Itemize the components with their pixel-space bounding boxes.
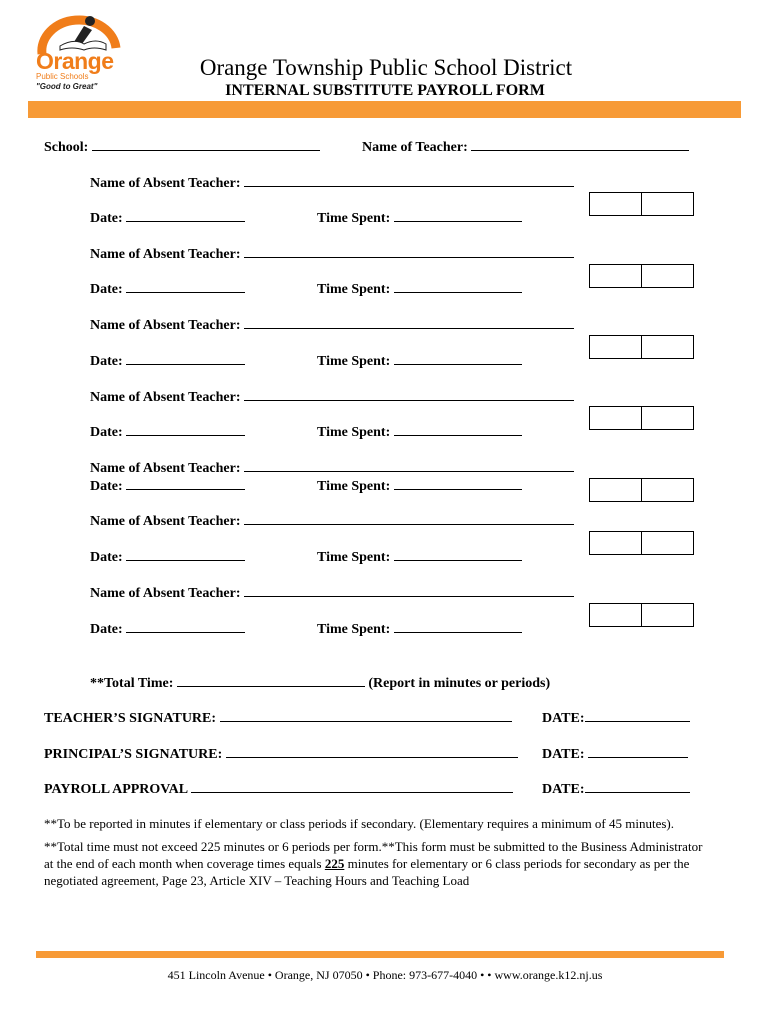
date-field — [90, 208, 245, 227]
time-spent-field — [317, 279, 522, 298]
time-spent-field — [317, 422, 522, 441]
time-spent-field — [317, 547, 522, 566]
date-field — [90, 351, 245, 370]
absent-teacher-line[interactable] — [244, 583, 574, 597]
date-line[interactable] — [126, 476, 245, 490]
teacher-date-line[interactable] — [585, 708, 690, 722]
time-spent-line[interactable] — [394, 351, 522, 365]
time-spent-label: Time Spent: — [317, 425, 391, 440]
date-label: Date: — [90, 282, 123, 297]
absent-teacher-label: Name of Absent Teacher: — [90, 461, 241, 476]
footer-address: 451 Lincoln Avenue • Orange, NJ 07050 • Phone: 973-677-4040 • • www.orange.k12.nj.us — [167, 968, 603, 982]
principal-signature-field — [44, 744, 518, 763]
payroll-date-label: DATE: — [542, 782, 585, 797]
time-box[interactable] — [589, 478, 694, 502]
time-spent-line[interactable] — [394, 547, 522, 561]
time-spent-line[interactable] — [394, 208, 522, 222]
teacher-date-label: DATE: — [542, 711, 585, 726]
total-time-field — [90, 673, 550, 692]
absent-teacher-label: Name of Absent Teacher: — [90, 586, 241, 601]
time-spent-line[interactable] — [394, 476, 522, 490]
teacher-label: Name of Teacher: — [362, 140, 468, 155]
payroll-date-line[interactable] — [585, 779, 690, 793]
date-label: Date: — [90, 354, 123, 369]
date-label: Date: — [90, 211, 123, 226]
principal-date-field — [542, 744, 688, 763]
absent-teacher-field — [90, 387, 574, 406]
absent-teacher-line[interactable] — [244, 244, 574, 258]
note-submission — [44, 838, 712, 889]
date-line[interactable] — [126, 422, 245, 436]
absent-teacher-line[interactable] — [244, 387, 574, 401]
date-field — [90, 476, 245, 495]
time-box[interactable] — [589, 531, 694, 555]
teacher-signature-label: TEACHER’S SIGNATURE: — [44, 711, 217, 726]
time-spent-line[interactable] — [394, 619, 522, 633]
absent-teacher-label: Name of Absent Teacher: — [90, 318, 241, 333]
date-label: Date: — [90, 479, 123, 494]
note-submission-text-a: **Total time must not exceed 225 minutes or 6 periods per form.**This form must be submitted to the Business Administrator at the end of each month when coverage times equals — [44, 839, 703, 871]
absent-teacher-field — [90, 511, 574, 530]
time-spent-label: Time Spent: — [317, 479, 391, 494]
time-spent-field — [317, 476, 522, 495]
payroll-approval-field — [44, 779, 513, 798]
date-line[interactable] — [126, 351, 245, 365]
date-label: Date: — [90, 425, 123, 440]
note-submission-text-b: minutes for elementary or 6 class periods for secondary as per the negotiated agreement, Page 23, Article XIV – Teaching Hours and Teaching Load — [44, 856, 690, 888]
absent-teacher-field — [90, 244, 574, 263]
date-field — [90, 619, 245, 638]
teacher-date-field — [542, 708, 690, 727]
logo-wordmark: Orange — [36, 48, 114, 74]
teacher-field — [362, 137, 689, 156]
time-spent-line[interactable] — [394, 422, 522, 436]
page-title: Orange Township Public School District — [199, 55, 573, 80]
absent-teacher-line[interactable] — [244, 458, 574, 472]
date-label: Date: — [90, 622, 123, 637]
time-spent-label: Time Spent: — [317, 622, 391, 637]
logo-tagline: "Good to Great" — [36, 82, 98, 91]
date-field — [90, 279, 245, 298]
time-spent-label: Time Spent: — [317, 282, 391, 297]
absent-teacher-field — [90, 315, 574, 334]
absent-teacher-field — [90, 583, 574, 602]
time-box[interactable] — [589, 192, 694, 216]
note-reporting: **To be reported in minutes if elementary or class periods if secondary. (Elementary requires a minimum of 45 minutes). — [44, 816, 675, 831]
teacher-signature-line[interactable] — [220, 708, 512, 722]
time-spent-label: Time Spent: — [317, 550, 391, 565]
school-field — [44, 137, 320, 156]
date-line[interactable] — [126, 619, 245, 633]
absent-teacher-line[interactable] — [244, 315, 574, 329]
principal-signature-label: PRINCIPAL’S SIGNATURE: — [44, 747, 223, 762]
teacher-signature-field — [44, 708, 512, 727]
date-line[interactable] — [126, 208, 245, 222]
logo-subtext: Public Schools — [36, 72, 89, 81]
payroll-approval-label: PAYROLL APPROVAL — [44, 782, 188, 797]
absent-teacher-field — [90, 458, 574, 477]
header-divider — [28, 101, 741, 118]
absent-teacher-line[interactable] — [244, 511, 574, 525]
absent-teacher-field — [90, 173, 574, 192]
time-spent-line[interactable] — [394, 279, 522, 293]
date-field — [90, 422, 245, 441]
school-label: School: — [44, 140, 89, 155]
time-spent-field — [317, 619, 522, 638]
date-line[interactable] — [126, 547, 245, 561]
time-spent-label: Time Spent: — [317, 354, 391, 369]
time-box[interactable] — [589, 335, 694, 359]
principal-date-line[interactable] — [588, 744, 688, 758]
time-spent-field — [317, 208, 522, 227]
note-submission-minutes: 225 — [324, 856, 345, 871]
absent-teacher-label: Name of Absent Teacher: — [90, 390, 241, 405]
date-line[interactable] — [126, 279, 245, 293]
absent-teacher-label: Name of Absent Teacher: — [90, 247, 241, 262]
footer-divider — [36, 951, 724, 958]
absent-teacher-label: Name of Absent Teacher: — [90, 514, 241, 529]
form-title: INTERNAL SUBSTITUTE PAYROLL FORM — [225, 82, 545, 99]
time-spent-label: Time Spent: — [317, 211, 391, 226]
date-field — [90, 547, 245, 566]
teacher-line[interactable] — [471, 137, 689, 151]
absent-teacher-line[interactable] — [244, 173, 574, 187]
absent-teacher-label: Name of Absent Teacher: — [90, 176, 241, 191]
time-box[interactable] — [589, 264, 694, 288]
payroll-approval-line[interactable] — [191, 779, 513, 793]
payroll-date-field — [542, 779, 690, 798]
date-label: Date: — [90, 550, 123, 565]
time-box[interactable] — [589, 406, 694, 430]
principal-signature-line[interactable] — [226, 744, 518, 758]
total-time-label: **Total Time: — [90, 676, 174, 691]
total-time-line[interactable] — [177, 673, 365, 687]
time-spent-field — [317, 351, 522, 370]
total-time-note: (Report in minutes or periods) — [368, 676, 551, 691]
time-box[interactable] — [589, 603, 694, 627]
principal-date-label: DATE: — [542, 747, 585, 762]
school-line[interactable] — [92, 137, 320, 151]
